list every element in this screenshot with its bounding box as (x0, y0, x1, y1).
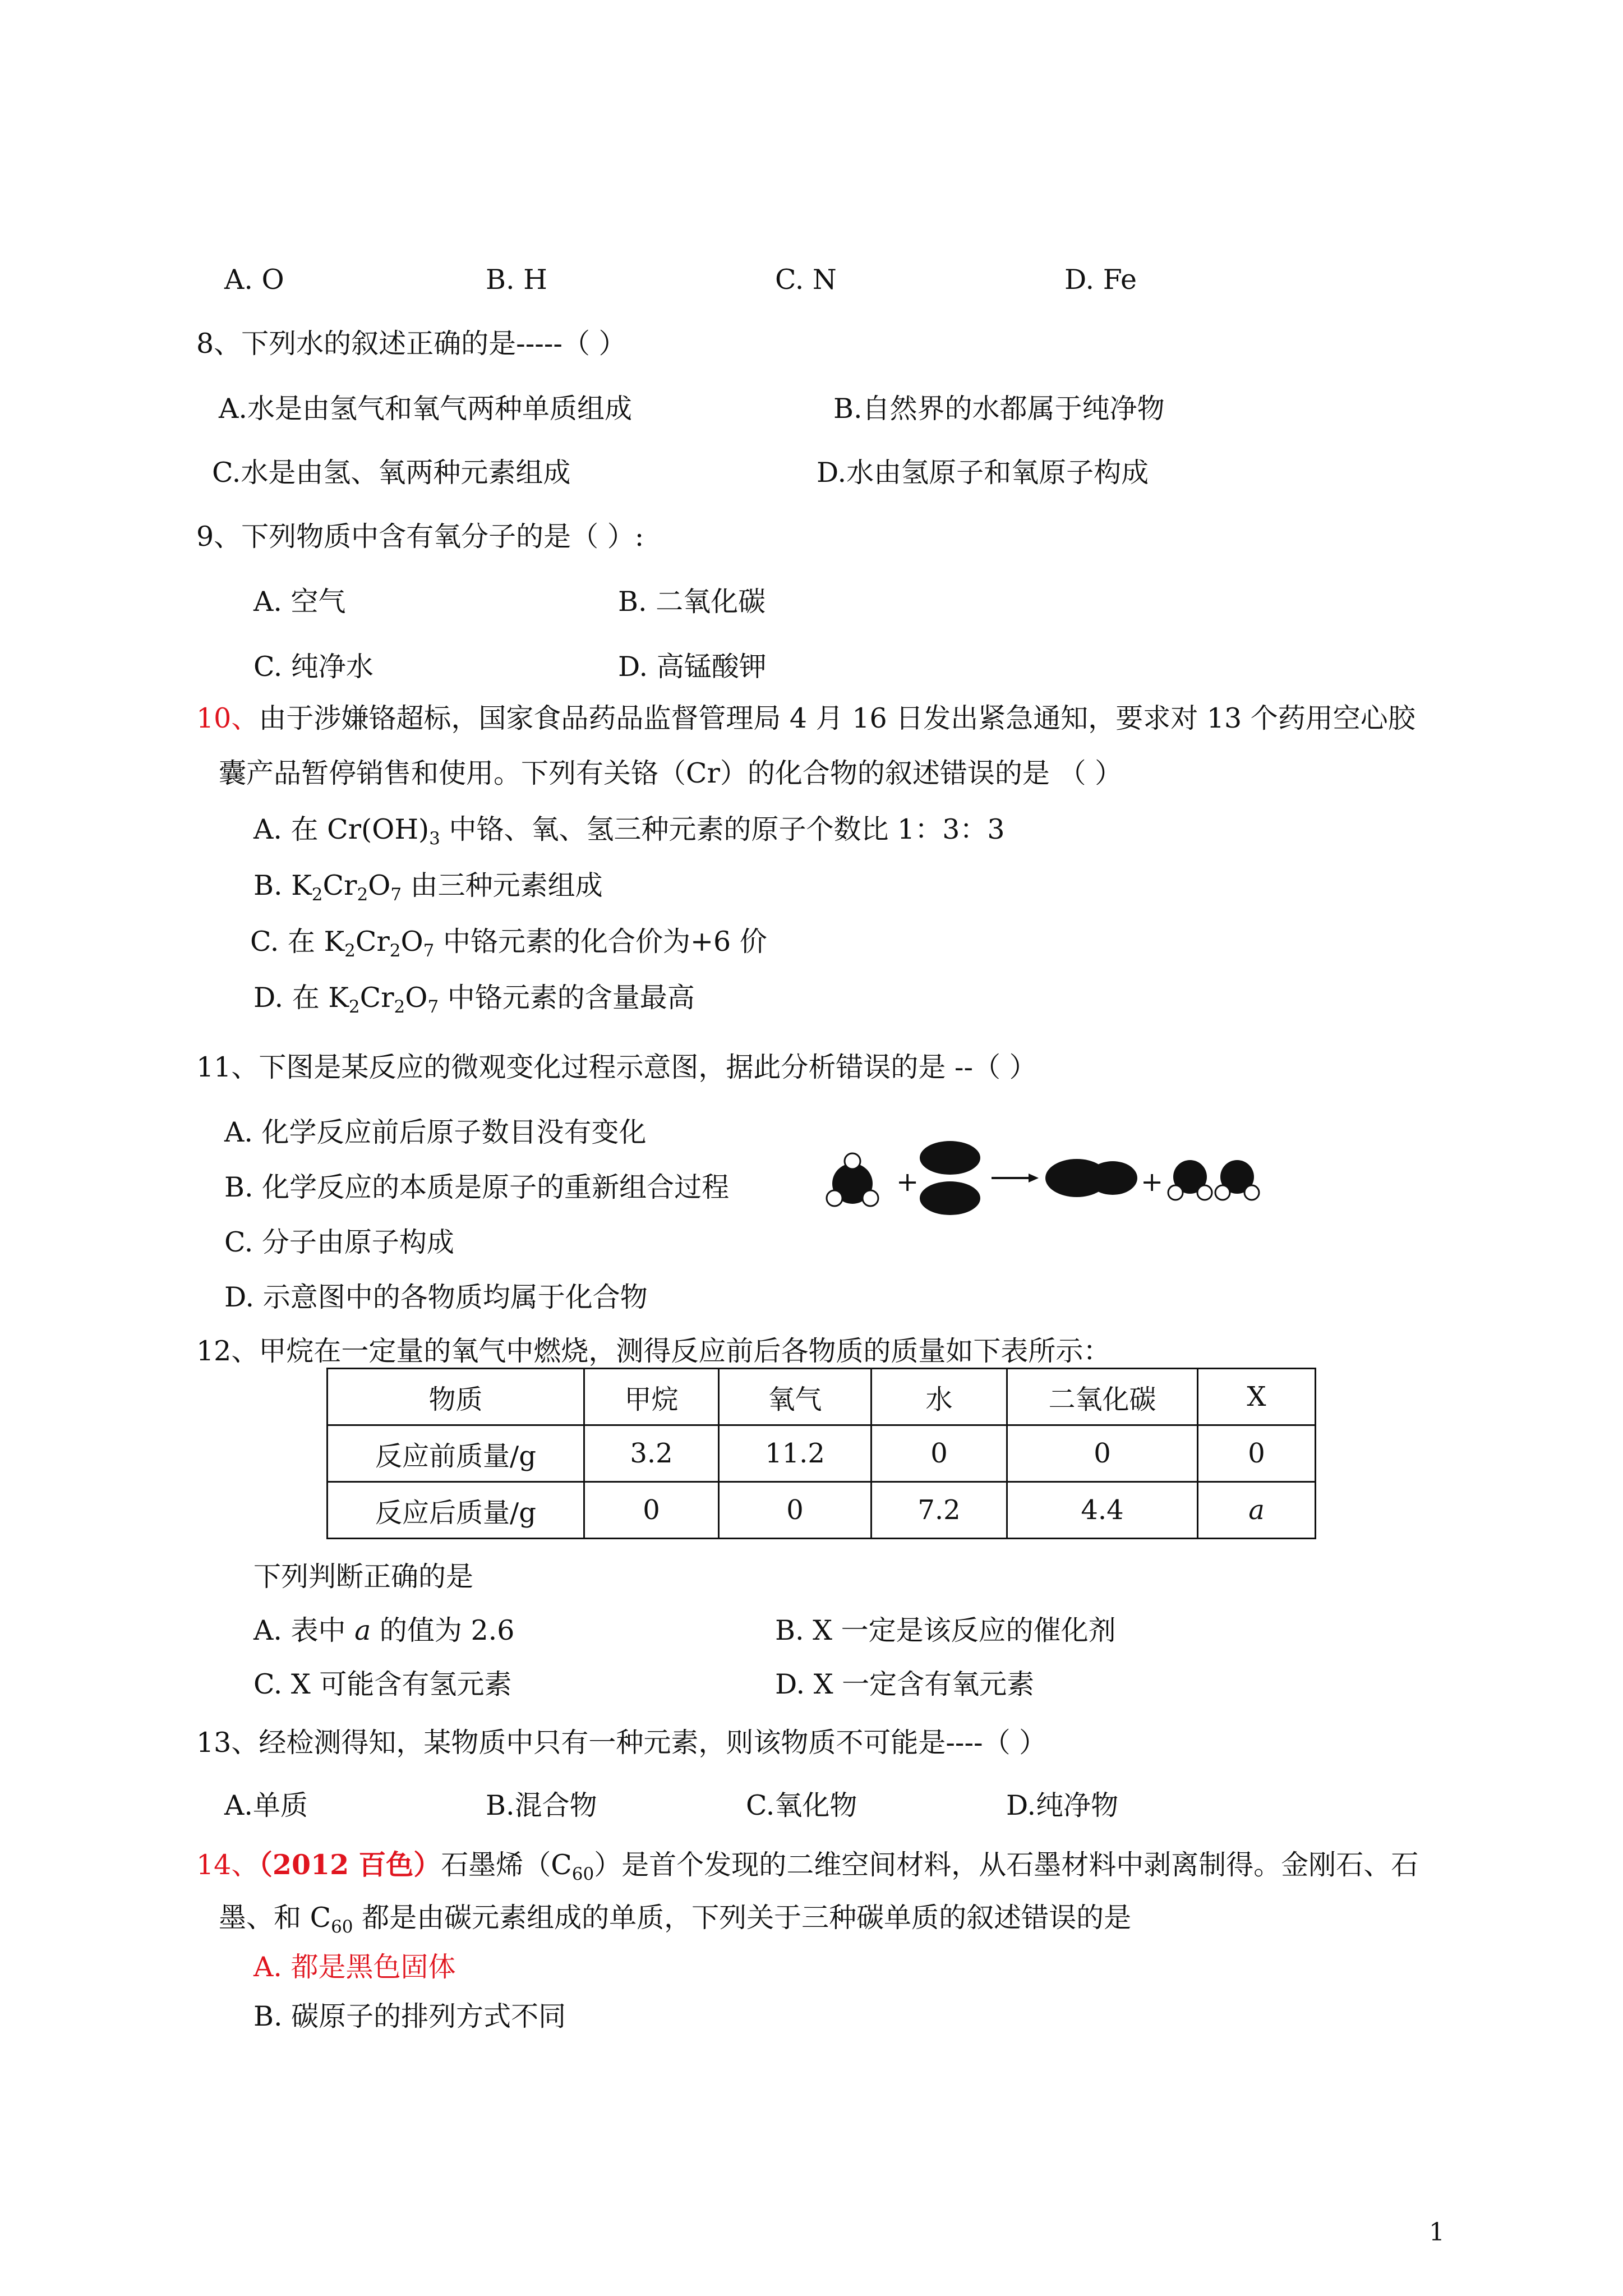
q8-option-a: A.水是由氢气和氧气两种单质组成 (219, 393, 632, 425)
product-molecule-3 (1215, 1160, 1259, 1200)
reactant-molecule-2 (920, 1141, 980, 1215)
q9-stem: 9、下列物质中含有氧分子的是（ ）: (196, 521, 644, 553)
q10-stem (196, 702, 1415, 734)
table-header: 甲烷 (584, 1369, 719, 1425)
reactant-molecule-1 (827, 1153, 878, 1206)
reaction-diagram (820, 1132, 1269, 1227)
table-cell: 反应前质量/g (328, 1425, 584, 1482)
q12-option-b: B. X 一定是该反应的催化剂 (775, 1614, 1116, 1646)
table-header: X (1198, 1369, 1316, 1425)
q13-option-a: A.单质 (224, 1789, 308, 1821)
q14-stem: 14、（2012 百色）石墨烯$(C_{60})$是首个发现的二维空间材料，从石墨材料中剥离制得。金刚石、石 (196, 1848, 1419, 1884)
table-header: 氧气 (719, 1369, 872, 1425)
q14-option-b: B. 碳原子的排列方式不同 (253, 2000, 566, 2032)
table-cell: 0 (584, 1482, 719, 1539)
q8-option-b: B.自然界的水都属于纯净物 (833, 393, 1165, 425)
table-cell: 0 (719, 1482, 872, 1539)
q11-option-a: A. 化学反应前后原子数目没有变化 (224, 1116, 647, 1148)
q14-source: （2012 百色） (259, 1848, 441, 1881)
q10-stem-line2: 囊产品暂停销售和使用。下列有关铬（Cr）的化合物的叙述错误的是 （ ） (219, 757, 1123, 789)
q13-option-d: D.纯净物 (1006, 1789, 1119, 1821)
q13-option-b: B.混合物 (486, 1789, 597, 1821)
q10-option-d: D. 在 $K_2Cr_2O_7$ 中铬元素的含量最高 (253, 982, 695, 1017)
q12-option-c: C. X 可能含有氢元素 (253, 1668, 512, 1700)
q14-number: 14、 (196, 1849, 259, 1881)
q8-stem: 8、下列水的叙述正确的是-----（ ） (196, 328, 626, 360)
q11-option-c: C. 分子由原子构成 (224, 1226, 454, 1258)
q10-option-c: C. 在 $K_2Cr_2O_7$ 中铬元素的化合价为+6 价 (250, 926, 767, 961)
table-cell: 11.2 (719, 1425, 872, 1482)
q10-option-b: B. $K_2Cr_2O_7$ 由三种元素组成 (253, 869, 603, 905)
q12-stem: 12、甲烷在一定量的氧气中燃烧，测得反应前后各物质的质量如下表所示： (196, 1335, 1111, 1367)
table-header: 二氧化碳 (1007, 1369, 1198, 1425)
q9-option-a: A. 空气 (253, 586, 346, 618)
q14-option-a: A. 都是黑色固体 (253, 1951, 456, 1983)
q14-stem-line2: 墨、和 $C_{60}$ 都是由碳元素组成的单质，下列关于三种碳单质的叙述错误的是 (219, 1902, 1132, 1937)
reaction-arrow (992, 1174, 1039, 1182)
table-header: 水 (872, 1369, 1007, 1425)
q10-number: 10、 (196, 702, 259, 734)
table-cell: 3.2 (584, 1425, 719, 1482)
product-molecule-1 (1045, 1159, 1137, 1197)
q11-option-d: D. 示意图中的各物质均属于化合物 (224, 1281, 648, 1313)
q13-stem: 13、经检测得知，某物质中只有一种元素，则该物质不可能是----（ ） (196, 1727, 1047, 1759)
page-number: 1 (1429, 2218, 1445, 2247)
q12-option-d: D. X 一定含有氧元素 (775, 1668, 1035, 1700)
q7-option-d: D. Fe (1064, 264, 1137, 296)
table-header-row (328, 1369, 1316, 1425)
table-cell: 0 (872, 1425, 1007, 1482)
q7-option-b: B. H (486, 264, 547, 296)
q11-option-b: B. 化学反应的本质是原子的重新组合过程 (224, 1171, 730, 1203)
table-cell: 0 (1198, 1425, 1316, 1482)
table-row (328, 1425, 1316, 1482)
q7-option-a: A. O (224, 264, 284, 296)
plus-sign-2: + (1141, 1166, 1164, 1198)
q8-option-d: D.水由氢原子和氧原子构成 (817, 457, 1149, 489)
q11-stem: 11、下图是某反应的微观变化过程示意图，据此分析错误的是 --（ ） (196, 1051, 1037, 1083)
q13-option-c: C.氧化物 (746, 1789, 857, 1821)
q9-option-d: D. 高锰酸钾 (618, 651, 767, 683)
q10-stem-line1: 由于涉嫌铬超标，国家食品药品监督管理局 4 月 16 日发出紧急通知，要求对 13 个药用空心胶 (259, 702, 1415, 734)
table-cell: 0 (1007, 1425, 1198, 1482)
q12-option-a: A. 表中 a 的值为 2.6 (253, 1614, 515, 1646)
mass-table (326, 1368, 1316, 1539)
table-cell: 反应后质量/g (328, 1482, 584, 1539)
q9-option-b: B. 二氧化碳 (618, 586, 766, 618)
table-cell: 7.2 (872, 1482, 1007, 1539)
table-cell: a (1198, 1482, 1316, 1539)
table-header: 物质 (328, 1369, 584, 1425)
q9-option-c: C. 纯净水 (253, 651, 374, 683)
q8-option-c: C.水是由氢、氧两种元素组成 (212, 457, 571, 489)
table-cell: 4.4 (1007, 1482, 1198, 1539)
plus-sign: + (896, 1166, 919, 1198)
product-molecule-2 (1168, 1160, 1212, 1200)
q10-option-a: A. 在 $Cr(OH)_3$ 中铬、氧、氢三种元素的原子个数比 1：3：3 (253, 813, 1005, 849)
q7-option-c: C. N (775, 264, 837, 296)
q12-lead: 下列判断正确的是 (253, 1561, 474, 1593)
table-row (328, 1482, 1316, 1539)
